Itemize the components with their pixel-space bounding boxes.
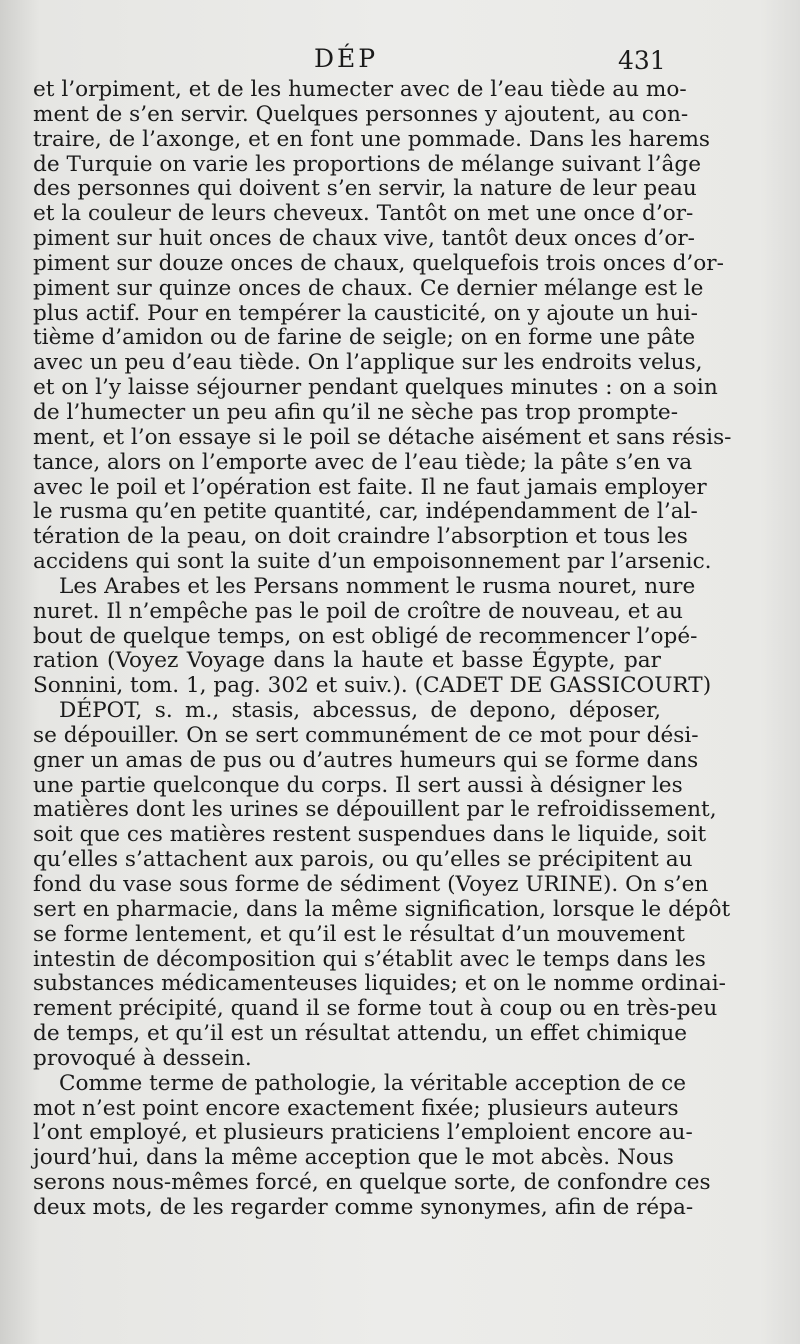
text-line: piment sur huit onces de chaux vive, tantôt deux onces d’or- xyxy=(33,226,695,252)
text-line: de Turquie on varie les proportions de mélange suivant l’âge xyxy=(33,151,701,177)
text-line: rement précipité, quand il se forme tout à coup ou en très-peu xyxy=(33,996,718,1022)
text-line: une partie quelconque du corps. Il sert aussi à désigner les xyxy=(33,772,683,798)
text-line: des personnes qui doivent s’en servir, la nature de leur peau xyxy=(33,176,697,202)
text-line: bout de quelque temps, on est obligé de recommencer l’opé- xyxy=(33,623,698,649)
text-line: le rusma qu’en petite quantité, car, indépendamment de l’al- xyxy=(33,499,698,525)
body-text xyxy=(33,77,732,1221)
text-line: nuret. Il n’empêche pas le poil de croître de nouveau, et au xyxy=(33,598,683,624)
text-line: de l’humecter un peu afin qu’il ne sèche pas trop prompte- xyxy=(33,399,678,425)
text-line: gner un amas de pus ou d’autres humeurs qui se forme dans xyxy=(33,747,699,773)
text-line: Les Arabes et les Persans nomment le rusma nouret, nure xyxy=(59,573,696,599)
text-line: tération de la peau, on doit craindre l’absorption et tous les xyxy=(33,524,688,550)
text-line: jourd’hui, dans la même acception que le mot abcès. Nous xyxy=(33,1145,674,1171)
text-line: intestin de décomposition qui s’établit avec le temps dans les xyxy=(33,946,706,972)
author-signature-line: Sonnini, tom. 1, pag. 302 et suiv.). (CADET DE GASSICOURT) xyxy=(33,673,712,699)
text-line: fond du vase sous forme de sédiment (Voyez URINE). On s’en xyxy=(33,872,709,897)
text-line: plus actif. Pour en tempérer la causticité, on y ajoute un hui- xyxy=(33,300,698,326)
text-line: avec un peu d’eau tiède. On l’applique sur les endroits velus, xyxy=(33,350,703,376)
text-line: avec le poil et l’opération est faite. Il ne faut jamais employer xyxy=(33,474,707,500)
text-line: se forme lentement, et qu’il est le résultat d’un mouvement xyxy=(33,921,685,947)
entry-heading-line: DÉPOT, s. m., stasis, abcessus, de depono, déposer, xyxy=(59,698,661,724)
text-line: de temps, et qu’il est un résultat attendu, un effet chimique xyxy=(33,1021,688,1047)
text-line: et l’orpiment, et de les humecter avec de l’eau tiède au mo- xyxy=(33,77,687,102)
text-line: piment sur quinze onces de chaux. Ce dernier mélange est le xyxy=(33,275,704,301)
text-line: mot n’est point encore exactement fixée; plusieurs auteurs xyxy=(33,1095,679,1121)
text-line: provoqué à dessein. xyxy=(33,1045,252,1071)
text-line: qu’elles s’attachent aux parois, ou qu’elles se précipitent au xyxy=(33,847,693,873)
text-line: soit que ces matières restent suspendues dans le liquide, soit xyxy=(33,822,707,848)
text-line: ment de s’en servir. Quelques personnes y ajoutent, au con- xyxy=(33,101,689,127)
text-line: accidens qui sont la suite d’un empoisonnement par l’arsenic. xyxy=(33,549,712,575)
text-line: ration (Voyez Voyage dans la haute et basse Égypte, par xyxy=(33,648,661,674)
text-line: sert en pharmacie, dans la même signification, lorsque le dépôt xyxy=(33,896,731,922)
text-line: deux mots, de les regarder comme synonymes, afin de répa- xyxy=(33,1194,694,1220)
text-line: traire, de l’axonge, et en font une pommade. Dans les harems xyxy=(33,126,710,152)
text-line: et on l’y laisse séjourner pendant quelques minutes : on a soin xyxy=(33,375,718,401)
text-line: matières dont les urines se dépouillent par le refroidissement, xyxy=(33,797,717,823)
text-line: tième d’amidon ou de farine de seigle; on en forme une pâte xyxy=(33,325,696,351)
text-line: Comme terme de pathologie, la véritable acception de ce xyxy=(59,1070,687,1096)
text-line: piment sur douze onces de chaux, quelquefois trois onces d’or- xyxy=(33,250,724,276)
text-line: tance, alors on l’emporte avec de l’eau tiède; la pâte s’en va xyxy=(33,449,693,475)
text-line: substances médicamenteuses liquides; et on le nomme ordinai- xyxy=(33,971,726,997)
text-line: ment, et l’on essaye si le poil se détache aisément et sans résis- xyxy=(33,424,732,450)
text-line: se dépouiller. On se sert communément de ce mot pour dési- xyxy=(33,722,699,748)
running-head: DÉP xyxy=(314,44,379,73)
text-line: et la couleur de leurs cheveux. Tantôt on met une once d’or- xyxy=(33,201,694,227)
text-line: serons nous-mêmes forcé, en quelque sorte, de confondre ces xyxy=(33,1170,711,1196)
page-number: 431 xyxy=(618,46,666,75)
text-line: l’ont employé, et plusieurs praticiens l’emploient encore au- xyxy=(33,1120,693,1146)
